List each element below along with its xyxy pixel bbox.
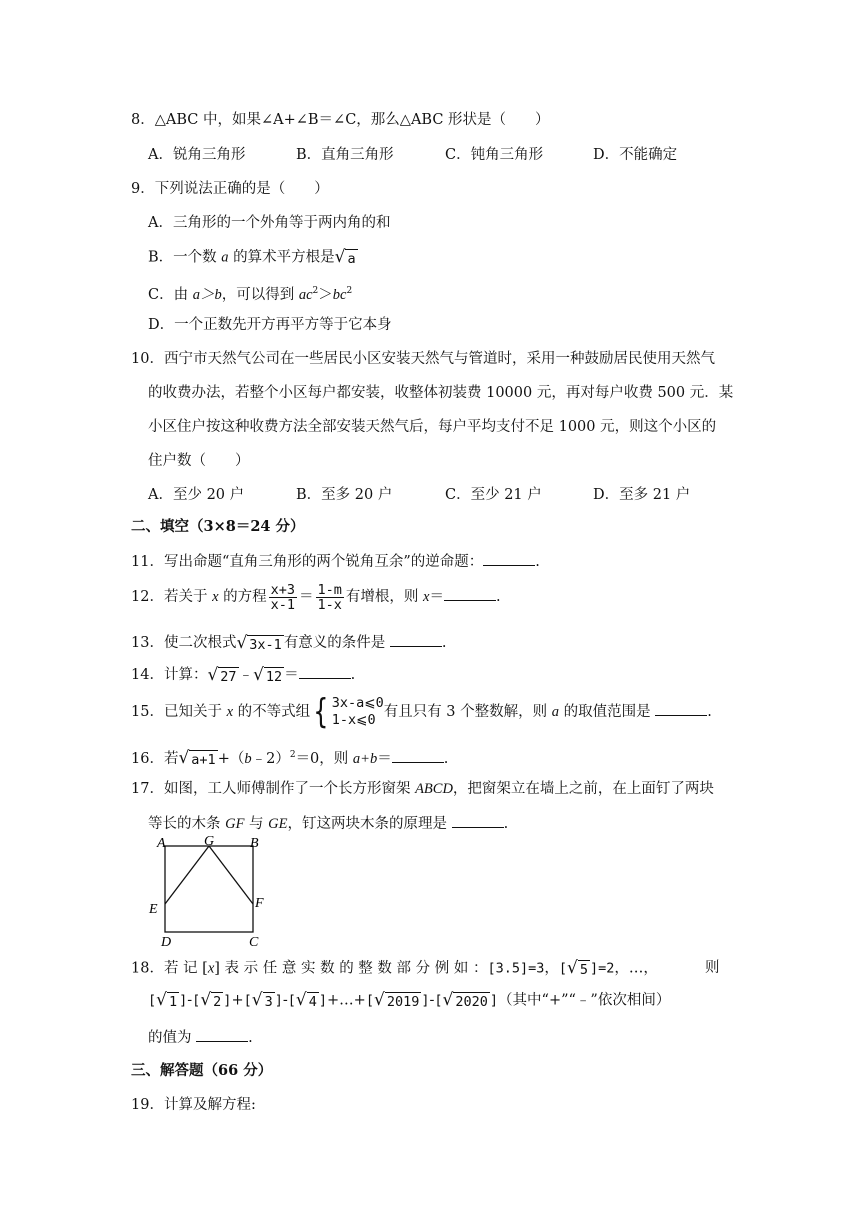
question-text: 有增根，则 [345, 589, 423, 605]
operator: +（ [217, 750, 245, 767]
section-heading-solutions: 三、解答题（66 分） [131, 1062, 273, 1079]
question-10-option-c [445, 485, 542, 505]
variable: a [221, 249, 229, 266]
inequality-system [310, 692, 384, 732]
bracket: [ [558, 960, 568, 977]
radicand: 3 [264, 994, 273, 1010]
question-8-option-c [445, 145, 543, 165]
period: . [495, 589, 501, 605]
question-text: ＝0，则 [295, 750, 353, 767]
question-text: 下列说法正确的是（ ） [154, 181, 329, 197]
question-text: 已知关于 [163, 704, 227, 720]
sqrt-expression [335, 247, 358, 268]
option-c-text: C．由 [148, 286, 193, 303]
radical-sign-icon: √ [236, 632, 248, 653]
operator: ＞ [318, 286, 333, 303]
note-text: （其中“+”“﹣”依次相间） [498, 992, 671, 1009]
question-text: 住户数（ ） [148, 453, 250, 469]
question-text: ，把窗架立在墙上之前，在上面钉了两块 [452, 781, 714, 797]
question-number: 9． [131, 181, 155, 197]
radical-sign-icon: √ [207, 664, 219, 685]
fraction [269, 583, 297, 612]
label-f: F [255, 896, 264, 911]
label-b: B [250, 836, 259, 851]
question-text: 如图，工人师傅制作了一个长方形窗架 [163, 781, 416, 797]
question-17-line-2 [148, 813, 508, 834]
sqrt-expression [374, 990, 421, 1011]
radical-sign-icon: √ [442, 990, 454, 1010]
question-18-then: 则 [705, 960, 720, 976]
sqrt-expression [252, 990, 275, 1011]
question-text: 的收费办法，若整个小区每户都安装，收整体初装费 10000 元，再对每户收费 500 元．某 [148, 385, 734, 401]
question-text: △ABC 中，如果∠A+∠B＝∠C，那么△ABC 形状是（ ） [154, 112, 550, 128]
numerator: x+3 [270, 581, 295, 598]
bracket: [ [243, 992, 252, 1009]
question-16 [131, 745, 448, 769]
sqrt-expression [156, 990, 179, 1011]
answer-blank[interactable] [483, 551, 535, 566]
label-c: C [249, 935, 259, 950]
bracket: [ [287, 992, 296, 1009]
period: . [503, 816, 509, 832]
operator: ＝ [377, 750, 392, 767]
question-text: ] 表 示 任 意 实 数 的 整 数 部 分 例 如 ： [214, 960, 488, 977]
bracket: ] [179, 992, 188, 1009]
question-text: 的取值范围是 [559, 704, 656, 720]
question-18-line-2 [148, 990, 670, 1011]
radical-sign-icon: √ [334, 247, 346, 267]
figure-name: ABCD [415, 781, 453, 797]
inequality-row: 1-x⩽0 [331, 712, 376, 728]
question-number: 14． [131, 667, 164, 683]
section-heading-fill-in: 二、填空（3×8＝24 分） [131, 518, 305, 535]
question-15 [131, 692, 712, 732]
question-number: 18． [131, 960, 164, 977]
label-e: E [149, 902, 158, 917]
question-number: 12． [131, 589, 164, 605]
answer-blank[interactable] [390, 632, 442, 647]
radicand: 12 [265, 668, 283, 685]
question-number: 19． [131, 1097, 164, 1113]
bracket: ] [318, 992, 328, 1009]
radical-sign-icon: √ [251, 990, 263, 1010]
question-text: 的方程 [218, 589, 267, 605]
bracket: ] [421, 992, 430, 1009]
exponent: 2 [346, 286, 353, 296]
option-b: B．至多 20 户 [296, 487, 393, 503]
question-10-line-3 [148, 417, 716, 437]
period: . [441, 635, 447, 651]
radicand: 2020 [455, 994, 488, 1010]
expression: a+b [352, 750, 378, 767]
question-18-line-1 [131, 958, 706, 979]
question-13 [131, 632, 447, 654]
inequality: a＞b [192, 286, 222, 303]
radical-sign-icon: √ [178, 748, 190, 769]
operator: ＝ [429, 589, 444, 605]
question-number: 17． [131, 781, 164, 797]
variable: x [226, 704, 233, 720]
period: . [535, 554, 540, 570]
denominator: x-1 [270, 596, 295, 613]
question-17-line-1 [131, 779, 714, 799]
question-9-option-b [148, 247, 358, 268]
question-9-option-d [148, 315, 392, 335]
question-10-option-d [593, 485, 690, 505]
option-c-text: ，可以得到 [221, 286, 299, 303]
question-text: 若 [163, 750, 179, 767]
option-a: A．至少 20 户 [148, 487, 245, 503]
variable: x [212, 589, 219, 605]
sqrt-expression [253, 665, 284, 686]
question-text: 若 记 [ [163, 960, 208, 977]
question-9 [131, 179, 329, 199]
bracket: [ [192, 992, 201, 1009]
radicand: a [347, 251, 356, 267]
label-a: A [157, 836, 166, 851]
question-10-option-a [148, 485, 244, 505]
question-text: 小区住户按这种收费方法全部安装天然气后，每户平均支付不足 1000 元，则这个小区的 [148, 419, 717, 435]
period: . [707, 704, 712, 720]
question-9-option-a [148, 213, 390, 233]
question-11 [131, 551, 540, 572]
question-8-option-d [593, 145, 677, 165]
question-8 [131, 110, 550, 130]
radicand: 4 [308, 994, 317, 1010]
question-text: 的不等式组 [233, 704, 311, 720]
period: . [248, 1030, 253, 1046]
expression: bc [332, 286, 347, 303]
question-number: 8． [131, 112, 155, 128]
segment-gf [209, 846, 253, 904]
operator: - [429, 992, 435, 1009]
question-10-option-b [296, 485, 392, 505]
question-10-line-2 [148, 383, 733, 403]
option-a: A．锐角三角形 [148, 147, 246, 163]
radicand: 5 [579, 962, 588, 978]
window-frame-figure [144, 834, 274, 950]
question-text: 若关于 [163, 589, 213, 605]
question-18-line-3 [148, 1027, 253, 1048]
answer-blank[interactable] [196, 1027, 248, 1042]
question-text: 等长的木条 [148, 816, 226, 832]
answer-blank[interactable] [392, 748, 444, 763]
question-text: ，钉这两块木条的原理是 [287, 816, 452, 832]
sqrt-expression [236, 633, 283, 654]
operator: ＝ [284, 667, 299, 683]
option-d: D．至多 21 户 [593, 487, 691, 503]
question-12 [131, 582, 501, 612]
question-number: 16． [131, 750, 164, 767]
variable: a [551, 704, 560, 720]
radical-sign-icon: √ [200, 990, 212, 1010]
radical-sign-icon: √ [373, 990, 385, 1010]
option-b-text: B．一个数 [148, 249, 222, 266]
exponent: 2 [289, 750, 296, 760]
bracket: ] [223, 992, 232, 1009]
sqrt-expression [296, 990, 319, 1011]
question-8-option-b [296, 145, 394, 165]
exponent: 2 [312, 286, 319, 296]
variable: x [207, 960, 215, 977]
radical-sign-icon: √ [567, 958, 578, 978]
bracket: ] [489, 992, 499, 1009]
left-brace-icon: { [313, 692, 329, 732]
question-19 [131, 1095, 256, 1115]
example-expression: ]=2 [590, 960, 615, 977]
question-text: 计算及解方程: [163, 1097, 256, 1113]
radicand: 2 [213, 994, 222, 1010]
question-text: 有且只有 3 个整数解，则 [383, 704, 552, 720]
rectangle-abcd [165, 846, 253, 932]
answer-blank[interactable] [452, 813, 504, 828]
sqrt-expression [178, 748, 217, 769]
numerator: 1-m [317, 581, 342, 598]
option-c: C．钝角三角形 [445, 147, 544, 163]
operator: + [231, 992, 244, 1009]
radical-sign-icon: √ [295, 990, 307, 1010]
radicand: a+1 [191, 752, 216, 769]
radicand: 2019 [386, 994, 420, 1010]
radicand: 3x-1 [249, 636, 282, 653]
operator: - [282, 992, 288, 1009]
radical-sign-icon: √ [156, 990, 167, 1010]
question-text: 西宁市天然气公司在一些居民小区安装天然气与管道时，采用一种鼓励居民使用天然气 [163, 351, 715, 367]
question-8-option-a [148, 145, 245, 165]
question-text: 计算： [163, 667, 208, 683]
punctuation: ， [544, 960, 559, 977]
question-number: 10． [131, 351, 164, 367]
period: . [443, 750, 449, 767]
answer-blank[interactable] [444, 586, 496, 601]
question-number: 11． [131, 554, 164, 570]
question-9-option-c [148, 281, 352, 305]
variable: b [244, 750, 252, 767]
period: . [350, 667, 356, 683]
sqrt-expression [207, 665, 238, 686]
expression: ac [298, 286, 313, 303]
sqrt-expression [443, 990, 490, 1011]
question-text: 写出命题“直角三角形的两个锐角互余”的逆命题： [163, 554, 484, 570]
example-expression: [3.5]=3 [487, 960, 545, 977]
option-c: C．至少 21 户 [445, 487, 542, 503]
label-g: G [204, 834, 215, 849]
question-text: 使二次根式 [163, 635, 237, 651]
question-14 [131, 664, 355, 686]
punctuation: ，…， [614, 960, 658, 977]
answer-blank[interactable] [299, 664, 351, 679]
label-d: D [161, 935, 172, 950]
inequality-row: 3x-a⩽0 [331, 695, 384, 711]
inequality-rows [332, 695, 384, 729]
sqrt-expression [200, 990, 223, 1011]
question-text: 有意义的条件是 [283, 635, 390, 651]
segment-name: GE [268, 816, 288, 832]
question-number: 15． [131, 704, 164, 720]
variable: x [423, 589, 430, 605]
option-a: A．三角形的一个外角等于两内角的和 [148, 215, 391, 231]
question-number: 13． [131, 635, 164, 651]
denominator: 1-x [317, 596, 342, 613]
operator: - [187, 992, 193, 1009]
segment-name: GF [225, 816, 245, 832]
question-10-line-4 [148, 451, 250, 471]
radical-sign-icon: √ [253, 664, 264, 685]
question-text: 的值为 [148, 1030, 197, 1046]
answer-blank[interactable] [655, 701, 707, 716]
bracket: ] [274, 992, 283, 1009]
bracket: [ [365, 992, 374, 1009]
ellipsis: +…+ [327, 992, 366, 1009]
sqrt-expression [567, 958, 590, 979]
question-10-line-1 [131, 349, 715, 369]
bracket: [ [148, 992, 157, 1009]
segment-ge [165, 846, 209, 904]
operator: ＝ [299, 589, 314, 605]
option-d: D．一个正数先开方再平方等于它本身 [148, 317, 392, 333]
operator: ﹣ [238, 667, 254, 683]
expression: ﹣2） [251, 750, 290, 767]
option-b-text: 的算术平方根是 [228, 249, 335, 266]
radicand: 27 [220, 668, 237, 685]
radicand: 1 [168, 994, 178, 1010]
bracket: [ [434, 992, 443, 1009]
option-b: B．直角三角形 [296, 147, 394, 163]
question-text: 与 [244, 816, 269, 832]
fraction [316, 583, 344, 612]
option-d: D．不能确定 [593, 147, 678, 163]
